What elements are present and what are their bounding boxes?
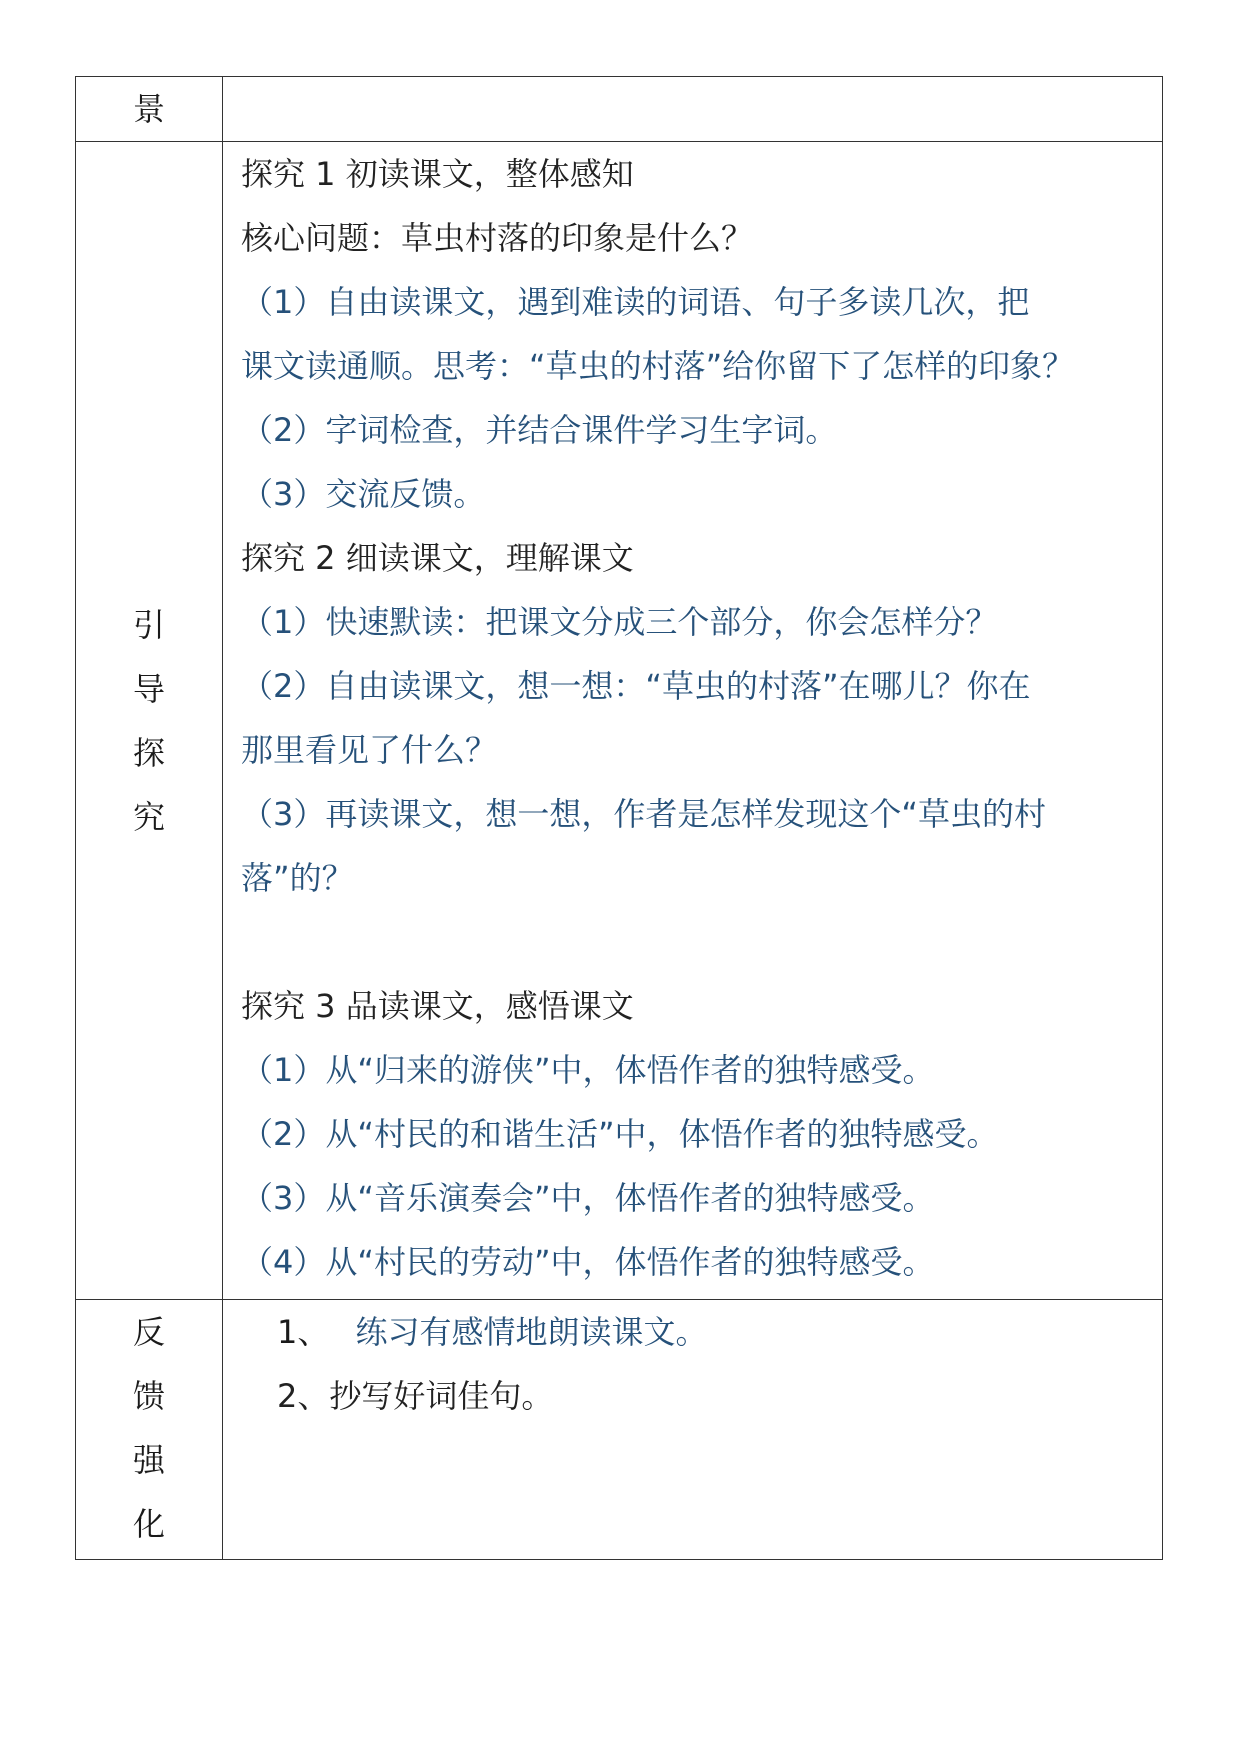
activity-line: 那里看见了什么？: [241, 731, 498, 769]
section-heading-line: 探究 3 品读课文，感悟课文: [241, 987, 634, 1025]
feedback-label-char: 强: [132, 1441, 165, 1479]
scene-row: [76, 77, 1163, 142]
feedback-item-text: 抄写好词佳句。: [329, 1377, 554, 1415]
explore-label-cell: [76, 142, 223, 1300]
explore-content-cell: [223, 142, 1163, 1300]
feedback-item-number: 1、: [277, 1313, 330, 1351]
scene-content-cell: [223, 77, 1163, 142]
scene-label-cell: [76, 77, 223, 142]
feedback-label-char: 反: [132, 1313, 165, 1351]
section-heading-line: 探究 2 细读课文，理解课文: [241, 539, 634, 577]
feedback-item-text: 练习有感情地朗读课文。: [355, 1313, 708, 1351]
feedback-item-number: 2、: [277, 1377, 330, 1415]
explore-label-char: 引: [132, 605, 165, 644]
activity-line: （2）从“村民的和谐生活”中，体悟作者的独特感受。: [241, 1115, 999, 1153]
feedback-item: [241, 1300, 1150, 1364]
activity-line: （3）从“音乐演奏会”中，体悟作者的独特感受。: [241, 1179, 935, 1217]
activity-line: （2）字词检查，并结合课件学习生字词。: [241, 411, 838, 449]
activity-line: （2）自由读课文，想一想：“草虫的村落”在哪儿？你在: [241, 667, 1031, 705]
feedback-item: [241, 1364, 1150, 1428]
scene-label: 景: [132, 90, 165, 128]
blank-line: [241, 910, 1150, 974]
lesson-plan-table: [75, 76, 1163, 1560]
section-heading-line: 探究 1 初读课文，整体感知: [241, 155, 634, 193]
activity-line: 课文读通顺。思考：“草虫的村落”给你留下了怎样的印象？: [241, 347, 1075, 385]
activity-line: （3）交流反馈。: [241, 475, 486, 513]
activity-line: （1）自由读课文，遇到难读的词语、句子多读几次，把: [241, 283, 1030, 321]
explore-label-char: 究: [132, 797, 165, 836]
activity-line: 落”的？: [241, 859, 354, 897]
explore-label-char: 导: [132, 669, 165, 708]
feedback-label-char: 馈: [132, 1377, 165, 1415]
activity-line: （4）从“村民的劳动”中，体悟作者的独特感受。: [241, 1243, 935, 1281]
activity-line: （1）从“归来的游侠”中，体悟作者的独特感受。: [241, 1051, 935, 1089]
explore-row: [76, 142, 1163, 1300]
feedback-label-cell: [76, 1300, 223, 1560]
explore-label-char: 探: [132, 733, 165, 772]
feedback-row: [76, 1300, 1163, 1560]
feedback-label-char: 化: [132, 1505, 165, 1543]
activity-line: （1）快速默读：把课文分成三个部分，你会怎样分？: [241, 603, 998, 641]
activity-line: （3）再读课文，想一想，作者是怎样发现这个“草虫的村: [241, 795, 1046, 833]
feedback-content-cell: [223, 1300, 1163, 1560]
section-heading-line: 核心问题：草虫村落的印象是什么？: [241, 219, 754, 257]
